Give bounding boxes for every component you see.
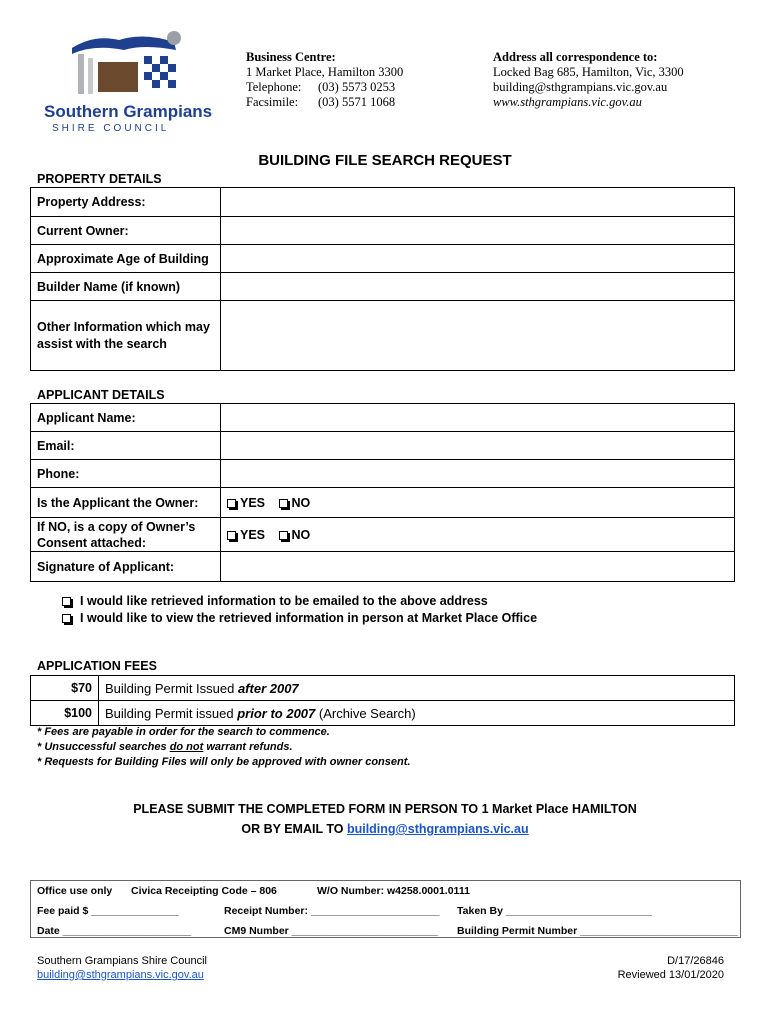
applicant-table	[30, 403, 735, 582]
fees-table	[30, 675, 735, 726]
current-owner-field[interactable]	[221, 217, 735, 245]
office-use-label: Office use only	[37, 885, 113, 897]
signature-label: Signature of Applicant:	[31, 552, 221, 582]
submit-email-link[interactable]: building@sthgrampians.vic.au	[346, 822, 529, 836]
submit-line-1: PLEASE SUBMIT THE COMPLETED FORM IN PERSON TO 1 Market Place HAMILTON	[133, 802, 637, 816]
correspondence-email[interactable]: building@sthgrampians.vic.gov.au	[493, 80, 668, 94]
is-owner-label: Is the Applicant the Owner:	[31, 488, 221, 518]
is-owner-yes[interactable]: YES	[227, 496, 265, 510]
applicant-phone-label: Phone:	[31, 460, 221, 488]
business-heading: Business Centre:	[246, 50, 336, 64]
footer-doc-ref: D/17/26846	[667, 955, 724, 967]
builder-name-field[interactable]	[221, 273, 735, 301]
civica-code: Civica Receipting Code – 806	[131, 885, 277, 897]
signature-field[interactable]	[221, 552, 735, 582]
correspondence-block	[493, 50, 733, 110]
fee-amount-100: $100	[31, 701, 99, 726]
property-table	[30, 187, 735, 371]
fees-section-heading: APPLICATION FEES	[37, 659, 157, 673]
builder-name-label: Builder Name (if known)	[31, 273, 221, 301]
property-address-field[interactable]	[221, 188, 735, 217]
telephone-number: (03) 5573 0253	[318, 80, 396, 94]
consent-options	[221, 518, 735, 552]
applicant-email-label: Email:	[31, 432, 221, 460]
page-title: BUILDING FILE SEARCH REQUEST	[258, 152, 512, 169]
fax-number: (03) 5571 1068	[318, 95, 396, 109]
building-age-label: Approximate Age of Building	[31, 245, 221, 273]
email-option[interactable]: I would like retrieved information to be emailed to the above address	[62, 594, 488, 608]
checkbox-icon[interactable]	[227, 499, 236, 508]
fee-desc-after-2007: Building Permit Issued after 2007	[99, 676, 735, 701]
property-section-heading: PROPERTY DETAILS	[37, 172, 162, 186]
logo-subtitle: SHIRE COUNCIL	[52, 123, 170, 134]
wo-number: W/O Number: w4258.0001.0111	[317, 885, 470, 897]
footer-email-link[interactable]: building@sthgrampians.vic.gov.au	[37, 969, 204, 981]
correspondence-heading: Address all correspondence to:	[493, 50, 658, 64]
business-address: 1 Market Place, Hamilton 3300	[246, 65, 404, 79]
office-use-box	[30, 880, 741, 938]
note-refunds: * Unsuccessful searches do not warrant refunds.	[37, 741, 293, 753]
property-address-label: Property Address:	[31, 188, 221, 217]
applicant-section-heading: APPLICANT DETAILS	[37, 388, 165, 402]
date-field[interactable]: Date ______________________	[37, 925, 192, 937]
building-age-field[interactable]	[221, 245, 735, 273]
applicant-name-label: Applicant Name:	[31, 404, 221, 432]
fee-paid-field[interactable]: Fee paid $ _______________	[37, 905, 179, 917]
note-payment: * Fees are payable in order for the search to commence.	[37, 726, 330, 738]
fee-notes	[37, 725, 410, 770]
fax-label: Facsimile:	[246, 95, 299, 109]
correspondence-website[interactable]: www.sthgrampians.vic.gov.au	[493, 95, 642, 109]
applicant-email-field[interactable]	[221, 432, 735, 460]
fee-amount-70: $70	[31, 676, 99, 701]
cm9-number-field[interactable]: CM9 Number _________________________	[224, 925, 438, 937]
consent-yes[interactable]: YES	[227, 528, 265, 542]
applicant-phone-field[interactable]	[221, 460, 735, 488]
submit-line-2: OR BY EMAIL TO building@sthgrampians.vic.au	[241, 822, 529, 836]
checkbox-icon[interactable]	[279, 499, 288, 508]
footer-org: Southern Grampians Shire Council	[37, 955, 207, 967]
checkbox-icon[interactable]	[62, 597, 71, 606]
other-info-field[interactable]	[221, 301, 735, 371]
note-consent: * Requests for Building Files will only be approved with owner consent.	[37, 756, 411, 768]
checkbox-icon[interactable]	[279, 531, 288, 540]
taken-by-field[interactable]: Taken By _________________________	[457, 905, 652, 917]
receipt-number-field[interactable]: Receipt Number: ______________________	[224, 905, 440, 917]
is-owner-options	[221, 488, 735, 518]
telephone-label: Telephone:	[246, 80, 302, 94]
logo-name: Southern Grampians	[44, 102, 213, 121]
current-owner-label: Current Owner:	[31, 217, 221, 245]
is-owner-no[interactable]: NO	[279, 496, 311, 510]
fee-desc-prior-2007: Building Permit issued prior to 2007 (Archive Search)	[99, 701, 735, 726]
checkbox-icon[interactable]	[62, 614, 71, 623]
permit-number-field[interactable]: Building Permit Number ___________________________	[457, 925, 738, 937]
applicant-name-field[interactable]	[221, 404, 735, 432]
in-person-option[interactable]: I would like to view the retrieved information in person at Market Place Office	[62, 611, 537, 625]
consent-label: If NO, is a copy of Owner’s Consent attached:	[31, 518, 221, 552]
logo-mark-icon	[64, 28, 194, 100]
footer-reviewed: Reviewed 13/01/2020	[617, 969, 724, 981]
council-logo	[38, 28, 213, 138]
correspondence-address: Locked Bag 685, Hamilton, Vic, 3300	[493, 65, 684, 79]
business-centre	[246, 50, 446, 110]
other-info-label: Other Information which may assist with the search	[31, 301, 221, 371]
consent-no[interactable]: NO	[279, 528, 311, 542]
checkbox-icon[interactable]	[227, 531, 236, 540]
